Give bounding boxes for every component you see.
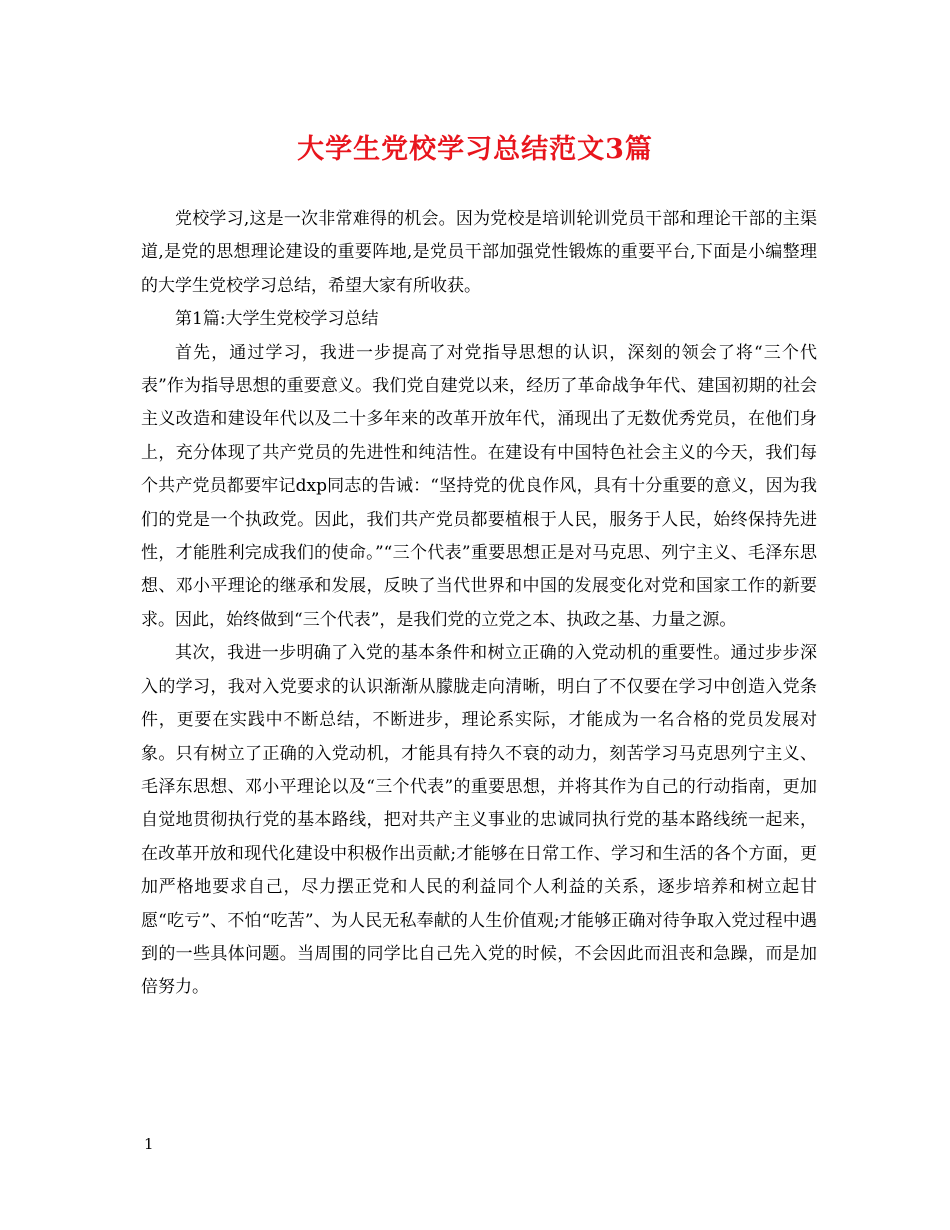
body-paragraph: 首先，通过学习，我进一步提高了对党指导思想的认识，深刻的领会了将“三个代表”作为指导思想的重要意义。我们党自建党以来，经历了革命战争年代、建国初期的社会主义改造和建设年代以及二十多年来的改革开放年代，涌现出了无数优秀党员，在他们身上，充分体现了共产党员的先进性和纯洁性。在建设有中国特色社会主义的今天，我们每个共产党员都要牢记dxp同志的告诫：“坚持党的优良作风，具有十分重要的意义，因为我们的党是一个执政党。因此，我们共产党员都要植根于人民，服务于人民，始终保持先进性，才能胜利完成我们的使命。”“三个代表”重要思想正是对马克思、列宁主义、毛泽东思想、邓小平理论的继承和发展，反映了当代世界和中国的发展变化对党和国家工作的新要求。因此，始终做到“三个代表”，是我们党的立党之本、执政之基、力量之源。 bbox=[141, 342, 817, 630]
section-heading: 第1篇:大学生党校学习总结 bbox=[175, 309, 379, 330]
document-title: 大学生党校学习总结范文3篇 bbox=[297, 134, 653, 165]
body-paragraph: 其次，我进一步明确了入党的基本条件和树立正确的入党动机的重要性。通过步步深入的学习，我对入党要求的认识渐渐从朦胧走向清晰，明白了不仅要在学习中创造入党条件，更要在实践中不断总结，不断进步，理论系实际，才能成为一名合格的党员发展对象。只有树立了正确的入党动机，才能具有持久不衰的动力，刻苦学习马克思列宁主义、毛泽东思想、邓小平理论以及“三个代表”的重要思想，并将其作为自己的行动指南，更加自觉地贯彻执行党的基本路线，把对共产主义事业的忠诚同执行党的基本路线统一起来，在改革开放和现代化建设中积极作出贡献;才能够在日常工作、学习和生活的各个方面，更加严格地要求自己，尽力摆正党和人民的利益同个人利益的关系，逐步培养和树立起甘愿“吃亏”、不怕“吃苦”、为人民无私奉献的人生价值观;才能够正确对待争取入党过程中遇到的一些具体问题。当周围的同学比自己先入党的时候，不会因此而沮丧和急躁，而是加倍努力。 bbox=[141, 643, 817, 998]
document-body bbox=[141, 203, 817, 1005]
page-number: 1 bbox=[144, 1135, 154, 1153]
intro-paragraph: 党校学习,这是一次非常难得的机会。因为党校是培训轮训党员干部和理论干部的主渠道,是党的思想理论建设的重要阵地,是党员干部加强党性锻炼的重要平台,下面是小编整理的大学生党校学习总结，希望大家有所收获。 bbox=[141, 209, 817, 296]
